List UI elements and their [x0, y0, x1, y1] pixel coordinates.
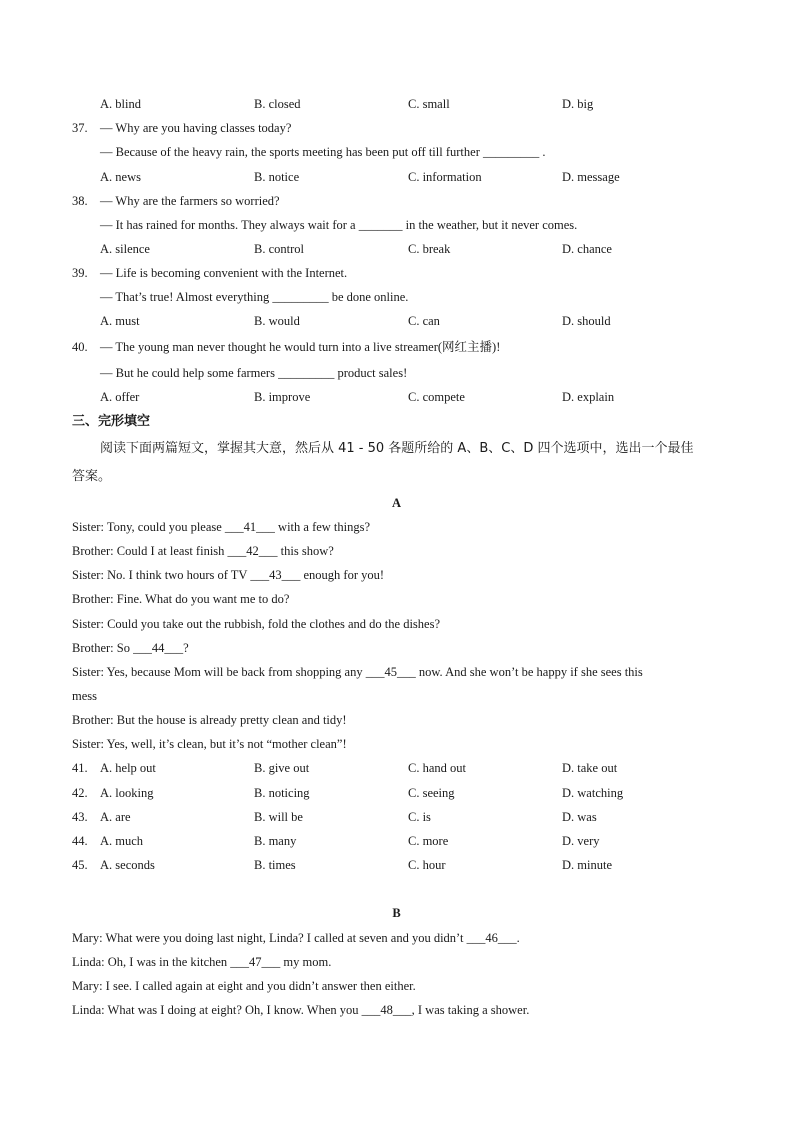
q39-option-a: A. must [100, 314, 140, 328]
q36-option-d: D. big [562, 97, 594, 111]
q36-option-b: B. closed [254, 97, 301, 111]
question-number: 45. [72, 858, 88, 872]
dialogue-line: Brother: So ___44___? [72, 641, 189, 655]
question-text: — That’s true! Almost everything _________ be done online. [100, 290, 409, 304]
q40-options [0, 389, 793, 405]
dialogue-line: Sister: No. I think two hours of TV ___43___ enough for you! [72, 568, 385, 582]
dialogue-line: Linda: What was I doing at eight? Oh, I know. When you ___48___, I was taking a shower. [72, 1003, 530, 1017]
q41-option-b: B. give out [254, 761, 310, 775]
q38-options [0, 241, 793, 257]
section-instructions: 阅读下面两篇短文，掌握其大意，然后从 41 - 50 各题所给的 A、B、C、D 四个选项中，选出一个最佳 [100, 441, 694, 456]
q38-option-d: D. chance [562, 242, 612, 256]
question-text: — Why are the farmers so worried? [100, 194, 280, 208]
section-instructions-cont: 答案。 [72, 469, 112, 484]
q42-option-a: A. looking [100, 786, 154, 800]
question-text: — But he could help some farmers _________ product sales! [100, 366, 408, 380]
q44-option-c: C. more [408, 834, 449, 848]
q37-option-c: C. information [408, 170, 482, 184]
q44-options [0, 833, 793, 849]
q39-option-d: D. should [562, 314, 611, 328]
q37-options [0, 169, 793, 185]
q45-options [0, 857, 793, 873]
q42-option-d: D. watching [562, 786, 624, 800]
q38-line1 [0, 193, 793, 209]
q43-options [0, 809, 793, 825]
q44-option-b: B. many [254, 834, 297, 848]
question-text: — Life is becoming convenient with the Internet. [100, 266, 348, 280]
q45-option-a: A. seconds [100, 858, 155, 872]
q39-line1 [0, 265, 793, 281]
q37-option-b: B. notice [254, 170, 300, 184]
q39-options [0, 313, 793, 329]
dialogue-line: Brother: But the house is already pretty clean and tidy! [72, 713, 347, 727]
q37-line1 [0, 120, 793, 136]
question-number: 41. [72, 761, 88, 775]
dialogue-line: Sister: Yes, because Mom will be back from shopping any ___45___ now. And she won’t be happy if she sees this [72, 665, 643, 679]
q40-line1 [0, 339, 793, 355]
q36-option-c: C. small [408, 97, 450, 111]
q37-line2 [0, 144, 793, 160]
q43-option-c: C. is [408, 810, 431, 824]
dialogue-line: Mary: What were you doing last night, Linda? I called at seven and you didn’t ___46___. [72, 931, 520, 945]
dialogue-line: Sister: Tony, could you please ___41___ with a few things? [72, 520, 371, 534]
dialogue-line: Sister: Could you take out the rubbish, fold the clothes and do the dishes? [72, 617, 440, 631]
q41-option-c: C. hand out [408, 761, 466, 775]
q44-option-d: D. very [562, 834, 600, 848]
q42-options [0, 785, 793, 801]
q43-option-d: D. was [562, 810, 597, 824]
q42-option-c: C. seeing [408, 786, 455, 800]
q45-option-b: B. times [254, 858, 296, 872]
q45-option-c: C. hour [408, 858, 446, 872]
q40-option-c: C. compete [408, 390, 465, 404]
q37-option-a: A. news [100, 170, 141, 184]
q39-option-b: B. would [254, 314, 300, 328]
passage-a-label: A [391, 496, 402, 510]
passage-b-label: B [392, 906, 401, 920]
q40-option-a: A. offer [100, 390, 140, 404]
question-text: — Because of the heavy rain, the sports meeting has been put off till further _________ . [100, 145, 546, 159]
dialogue-line: Brother: Fine. What do you want me to do? [72, 592, 290, 606]
section-title: 三、完形填空 [72, 414, 151, 429]
dialogue-line: Sister: Yes, well, it’s clean, but it’s not “mother clean”! [72, 737, 347, 751]
q38-option-c: C. break [408, 242, 451, 256]
q39-option-c: C. can [408, 314, 440, 328]
q36-options [0, 96, 793, 112]
question-number: 39. [72, 266, 88, 280]
question-text: — The young man never thought he would turn into a live streamer(网红主播)! [100, 340, 501, 354]
dialogue-line: Linda: Oh, I was in the kitchen ___47___ my mom. [72, 955, 332, 969]
q43-option-b: B. will be [254, 810, 303, 824]
q37-option-d: D. message [562, 170, 620, 184]
question-number: 44. [72, 834, 88, 848]
dialogue-line: Brother: Could I at least finish ___42___ this show? [72, 544, 334, 558]
q40-option-d: D. explain [562, 390, 615, 404]
q40-option-b: B. improve [254, 390, 311, 404]
q36-option-a: A. blind [100, 97, 141, 111]
q38-line2 [0, 217, 793, 233]
q41-option-d: D. take out [562, 761, 618, 775]
q38-option-b: B. control [254, 242, 304, 256]
q41-option-a: A. help out [100, 761, 156, 775]
q39-line2 [0, 289, 793, 305]
question-number: 40. [72, 340, 88, 354]
dialogue-line: Mary: I see. I called again at eight and you didn’t answer then either. [72, 979, 416, 993]
question-text: — Why are you having classes today? [100, 121, 292, 135]
question-text: — It has rained for months. They always wait for a _______ in the weather, but it never comes. [100, 218, 578, 232]
q40-line2 [0, 365, 793, 381]
question-number: 38. [72, 194, 88, 208]
q42-option-b: B. noticing [254, 786, 310, 800]
q38-option-a: A. silence [100, 242, 150, 256]
q45-option-d: D. minute [562, 858, 612, 872]
question-number: 42. [72, 786, 88, 800]
question-number: 37. [72, 121, 88, 135]
q41-options [0, 760, 793, 776]
q43-option-a: A. are [100, 810, 131, 824]
q44-option-a: A. much [100, 834, 144, 848]
dialogue-line: mess [72, 689, 97, 703]
question-number: 43. [72, 810, 88, 824]
